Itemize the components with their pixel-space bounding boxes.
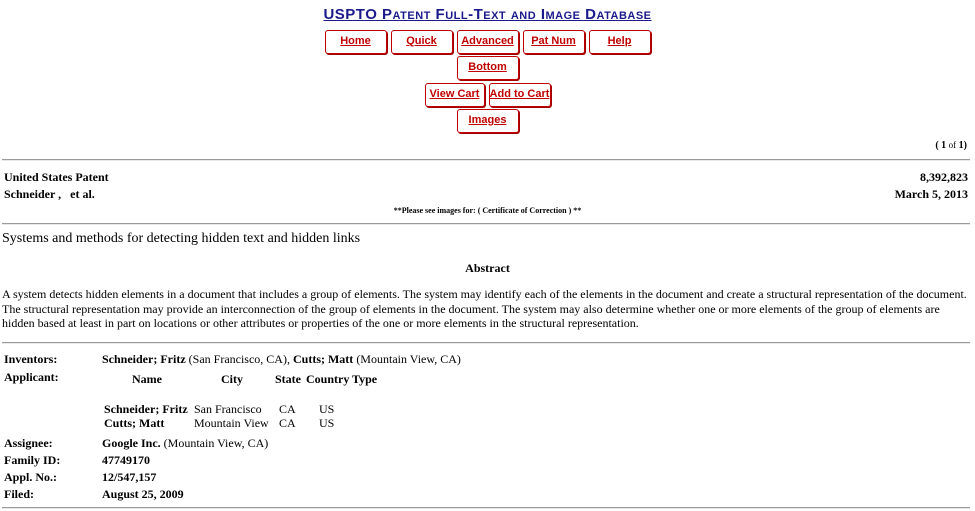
quick-search-button[interactable]: Quick	[391, 30, 453, 54]
pager-current: 1	[941, 140, 947, 151]
divider	[2, 507, 970, 509]
pager-of: of	[948, 140, 957, 150]
assignee-location: (Mountain View, CA)	[163, 436, 269, 450]
add-to-cart-button[interactable]: Add to Cart	[489, 83, 551, 107]
nav-row-bottom	[0, 56, 975, 80]
applicant-col-state: State	[275, 372, 301, 386]
inventor-name: Cutts; Matt	[292, 352, 354, 366]
assignee-name: Google Inc.	[102, 436, 161, 450]
applicant-col-type: Type	[352, 372, 378, 386]
family-id-value: 47749170	[102, 453, 150, 467]
abstract-text: A system detects hidden elements in a document that includes a group of elements. The system may identify each of the elements in the document and create a structural representation of the document. The structural representation may provide an interconnection of the group of elements in the document. The system may also determine whether one or more elements of the group of elements are hidden based at least in part on locations or other attributes or properties of the one or more elements in the structural representation.	[2, 287, 967, 330]
patent-date: March 5, 2013	[894, 187, 968, 201]
page-title	[0, 6, 975, 24]
patent-number: 8,392,823	[920, 170, 968, 184]
applicant-city: San Francisco	[194, 402, 262, 416]
applicant-city: Mountain View	[194, 416, 269, 430]
applicant-col-name: Name	[132, 372, 162, 386]
inventor-name: Schneider; Fritz	[102, 352, 186, 366]
nav-row-images	[0, 109, 975, 133]
applicant-state: CA	[279, 402, 296, 416]
patent-title: Systems and methods for detecting hidden text and hidden links	[2, 231, 361, 246]
applicant-name: Schneider; Fritz	[104, 402, 188, 416]
images-button[interactable]: Images	[457, 109, 519, 133]
applicant-state: CA	[279, 416, 296, 430]
patent-authors: Schneider , et al.	[4, 187, 95, 201]
divider	[2, 342, 970, 344]
pager-total: 1	[958, 140, 964, 151]
help-button[interactable]: Help	[589, 30, 651, 54]
family-id-label: Family ID:	[4, 453, 61, 467]
inventors-label: Inventors:	[4, 352, 58, 366]
application-number-label: Appl. No.:	[4, 470, 58, 484]
filed-label: Filed:	[4, 487, 34, 501]
applicant-label: Applicant:	[4, 370, 59, 384]
database-title-link[interactable]: USPTO Patent Full-Text and Image Database	[323, 6, 652, 23]
abstract-heading: Abstract	[465, 261, 510, 275]
patent-number-search-button[interactable]: Pat Num	[523, 30, 585, 54]
inventor-location: (San Francisco, CA),	[188, 352, 290, 366]
divider	[2, 159, 970, 161]
home-button[interactable]: Home	[325, 30, 387, 54]
inventors-value	[102, 352, 461, 367]
applicant-col-country: Country	[306, 372, 350, 386]
assignee-value	[102, 436, 268, 451]
filed-date-value: August 25, 2009	[102, 487, 184, 501]
result-pager	[935, 140, 967, 151]
pager-open: (	[935, 140, 939, 151]
patent-type: United States Patent	[4, 170, 109, 184]
applicant-country: US	[319, 402, 335, 416]
applicant-name: Cutts; Matt	[104, 416, 165, 430]
pager-close: )	[963, 140, 967, 151]
inventor-location: (Mountain View, CA)	[356, 352, 461, 366]
certificate-note: **Please see images for: ( Certificate of Correction ) **	[393, 206, 582, 215]
bottom-button[interactable]: Bottom	[457, 56, 519, 80]
applicant-col-city: City	[221, 372, 243, 386]
applicant-country: US	[319, 416, 335, 430]
nav-row-main	[0, 30, 975, 54]
nav-row-cart	[0, 83, 975, 107]
view-cart-button[interactable]: View Cart	[425, 83, 485, 107]
divider	[2, 223, 970, 225]
advanced-search-button[interactable]: Advanced	[457, 30, 519, 54]
application-number-value: 12/547,157	[102, 470, 157, 484]
assignee-label: Assignee:	[4, 436, 53, 450]
